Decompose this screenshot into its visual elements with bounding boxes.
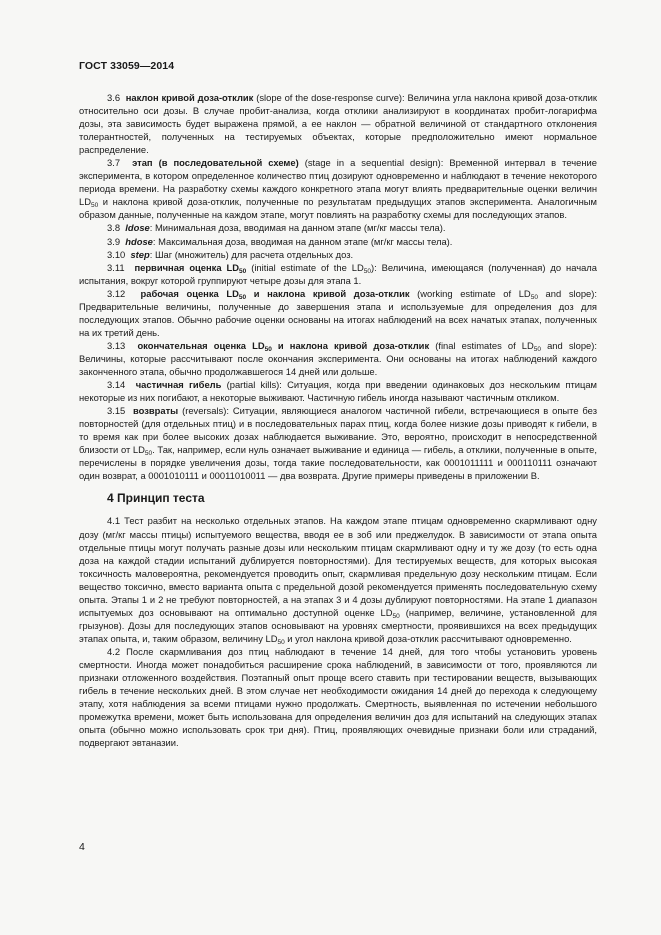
definition-text: (final estimates of LD (429, 339, 534, 351)
subscript: 50 (363, 267, 371, 275)
clause-number: 4.2 (107, 645, 121, 657)
definition-text: (stage in a sequential design): Временной интервал в течение эксперимента, в котором определенное количество птиц дозируют одновременно и наблюдают в течение некоторого периода времени. На разработку схемы каждого конкретного этапа могут влиять предварительные оценки величин LD (79, 157, 597, 208)
clause-number: 4.1 (107, 515, 121, 527)
paragraph-3-9 (79, 235, 597, 248)
subscript: 50 (239, 267, 247, 275)
paragraph-text: После скармливания доз птиц наблюдают в течение 14 дней, для того чтобы установить уровень смертности. Иногда может понадобиться расширение срока наблюдений, в зависимости от того, проявляются ли признаки отложенного воздействия. Поэтапный опыт проще всего ставить при тестировании веществ, вызывающих гибель в течение нескольких дней. В этом случае нет необходимости ожидания 14 дней до перехода к следующему этапу, хотя наблюдения за всеми птицами нужно продолжать. Смертность, выявленная по истечении небольшого промежутка времени, может быть использована для определения величин доз для испытаний на следующих этапах опыта (обычно можно использовать срок три дня). Птиц, проявляющих очевидные признаки боли или страданий, подвергают эвтаназии. (79, 645, 597, 749)
definition-text: and slope): Предварительные величины, полученные до завершения этапа и используемые для определения доз для последующих этапов. Обычно рабочие оценки основаны на итогах наблюдений на всех начатых этапах, полученных на их третий день. (79, 287, 597, 338)
subscript: 50 (277, 638, 285, 646)
definition-text: ): Величина, имеющаяся (полученная) до начала испытания, вокруг которой группируют четыре дозы для этапа 1. (79, 261, 597, 286)
paragraph-3-8 (79, 221, 597, 234)
term: этап (в последовательной схеме) (132, 157, 299, 169)
term: возвраты (132, 405, 179, 417)
clause-number: 3.13 (107, 339, 126, 351)
paragraph-3-14 (79, 378, 597, 404)
paragraph-3-13 (79, 339, 597, 378)
document-body (79, 91, 597, 749)
paragraph-3-10 (79, 248, 597, 261)
definition-text: : Максимальная доза, вводимая на данном этапе (мг/кг массы тела). (152, 235, 453, 247)
definition-text: (slope of the dose-response curve): Величина угла наклона кривой доза-отклик относительно оси дозы. В случае пробит-анализа, когда отклики анализируют в координатах пробит-логарифма дозы, эта зависимость будет выражена прямой, а ее наклон — обратной величиной от стандартного отклонения толерантностей, полученных на тестируемых объектах, которые предположительно имеют нормальное распределение. (79, 92, 598, 156)
term: и наклона кривой доза-отклик (271, 339, 430, 351)
paragraph-text: Тест разбит на несколько отдельных этапов. На каждом этапе птицам одновременно скармливают одну дозу (мг/кг массы птицы) испытуемого вещества, вводя ее в зоб или преджелудок. В зависимости от этапа опыта отдельные птицы могут получать разные дозы или нескольким птицам скармливают одну и ту же дозу (то есть одна доза на каждой стадии испытаний дублируется повторностями). Для тестируемых веществ, для которых высокая токсичность маловероятна, рекомендуется проводить опыт, скармливая предельную дозу нескольким птицам. Если вещество токсично, вместо варианта опыта с предельной дозой рекомендуется применять последовательную схему опыта. Этапы 1 и 2 не требуют повторностей, а на этапах 3 и 4 дозы дублируют повторностями. На этапе 1 диапазон испытуемых доз основывают на оптимально доступной оценке LD (79, 515, 597, 618)
paragraph-4-1 (79, 514, 597, 644)
term: окончательная оценка LD (137, 339, 265, 351)
definition-text: (working estimate of LD (409, 287, 531, 299)
subscript: 50 (530, 293, 538, 301)
clause-number: 3.14 (107, 379, 126, 391)
definition-text: . Так, например, если нуль означает выживание и единица — гибель, а отклики, полученные в опыте, перечислены в порядке увеличения дозы, тогда такие последовательности, как 0001011111 и 000110111 означают один возврат, а 0001010111 и 00011010011 — два возврата. Другие примеры приведены в приложении В. (79, 444, 597, 482)
term: наклон кривой доза-отклик (125, 92, 254, 103)
definition-text: : Минимальная доза, вводимая на данном этапе (мг/кг массы тела). (149, 222, 446, 234)
term: частичная гибель (135, 379, 222, 391)
paragraph-3-6 (79, 91, 597, 156)
definition-text: и наклона кривой доза-отклик, полученные по результатам предыдущих этапов эксперимента. Аналогичным образом данные, полученные на каждом этапе, могут повлиять на разработку схемы для последующих этапов. (79, 196, 597, 221)
paragraph-4-2 (79, 645, 597, 749)
paragraph-3-11 (79, 261, 597, 287)
term: первичная оценка LD (134, 261, 240, 273)
clause-number: 3.10 (107, 248, 126, 260)
definition-text: (reversals): Ситуации, являющиеся аналогом частичной гибели, встречающиеся в опыте без повторностей (для отдельных птиц) и в последовательных парах птиц, когда более низкие дозы приводят к гибели, в то время как при более высоких дозах наблюдается выживание. Это, вероятно, происходит в непосредственной близости от LD (79, 405, 597, 456)
clause-number: 3.9 (107, 235, 121, 247)
clause-number: 3.11 (107, 261, 125, 273)
term: ldose (125, 222, 150, 234)
paragraph-3-12 (79, 287, 597, 339)
term: step (130, 248, 150, 260)
subscript: 50 (264, 345, 272, 353)
clause-number: 3.15 (107, 405, 126, 417)
definition-text: and slope): Величины, которые рассчитывают после окончания эксперимента. Они основаны на итогах наблюдений каждого законченного этапа, обычно продолжавшегося 14 дней или дольше. (79, 339, 597, 377)
clause-number: 3.6 (107, 92, 121, 103)
subscript: 50 (238, 293, 247, 301)
clause-number: 3.8 (107, 222, 121, 234)
term: hdose (125, 235, 153, 247)
subscript: 50 (533, 345, 541, 353)
document-header: ГОСТ 33059—2014 (79, 60, 175, 72)
subscript: 50 (90, 202, 99, 210)
subscript: 50 (144, 450, 153, 458)
term: рабочая оценка LD (140, 287, 239, 299)
clause-number: 3.12 (107, 287, 126, 299)
paragraph-3-7 (79, 156, 597, 221)
paragraph-3-15 (79, 404, 597, 482)
paragraph-text: и угол наклона кривой доза-отклик рассчитывают одновременно. (284, 632, 572, 644)
page-number: 4 (79, 841, 85, 853)
definition-text: (initial estimate of the LD (246, 261, 364, 273)
term: и наклона кривой доза-отклик (246, 287, 410, 299)
clause-number: 3.7 (107, 157, 121, 169)
definition-text: : Шаг (множитель) для расчета отдельных доз. (149, 248, 354, 260)
section-heading-4: 4 Принцип теста (107, 491, 205, 506)
definition-text: (partial kills): Ситуация, когда при введении одинаковых доз нескольким птицам некоторые из них погибают, а некоторые выживают. Частичную гибель иногда называют частичным откликом. (79, 379, 597, 404)
subscript: 50 (392, 612, 400, 620)
paragraph-text: (например, величине, установленной для грызунов). Дозы для последующих этапов основывают на уровнях смертности, проявившихся на всех предыдущих этапах опыта, и, таким образом, величину LD (79, 606, 597, 644)
